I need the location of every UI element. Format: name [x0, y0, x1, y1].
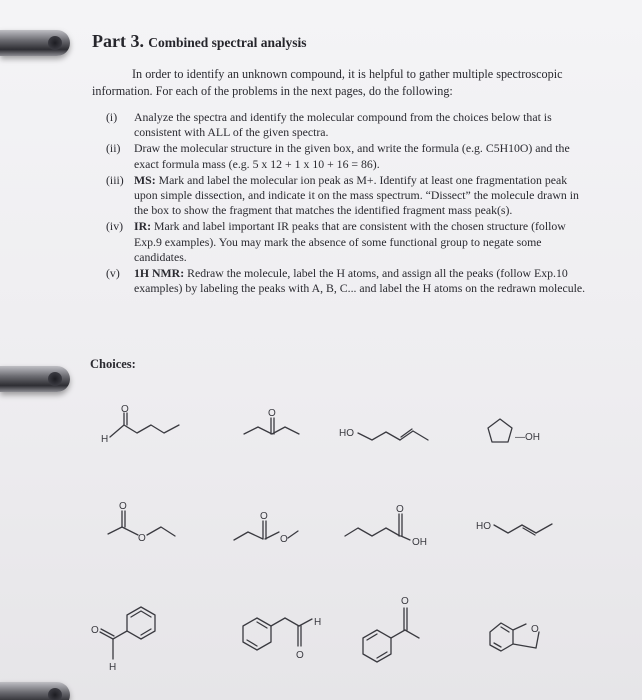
atom-label-o: O	[296, 650, 304, 661]
step-label: IR:	[134, 219, 152, 234]
atom-label-o: O	[121, 404, 129, 415]
atom-label-ho: HO	[476, 521, 491, 532]
step-text: Mark and label the molecular ion peak as M+. Identify at least one fragmentation peak upon simple dissection, and indicate it on the mass spectrum. “Dissect” the molecule drawn in the box to show the fragment that matches the identified fragment mass peak(s).	[134, 172, 579, 218]
atom-label-h: H	[109, 662, 117, 673]
choice-pentanal	[101, 404, 179, 445]
atom-label-oh: OH	[412, 537, 427, 548]
choice-phenyl-ketone	[363, 596, 419, 662]
atom-label-o: O	[280, 534, 288, 545]
atom-label-o: O	[401, 596, 409, 607]
atom-label-o: O	[138, 533, 146, 544]
atom-label-h: H	[101, 434, 109, 445]
choice-phenylacetaldehyde	[91, 607, 155, 673]
part-number: Part 3.	[92, 31, 144, 51]
choice-ketone	[244, 408, 299, 434]
step-number: (iv)	[106, 219, 124, 234]
choice-ester-a	[108, 501, 175, 544]
atom-label-o: O	[91, 625, 99, 636]
choice-cyclopentanol	[488, 419, 540, 443]
step-text: Redraw the molecule, label the H atoms, and assign all the peaks (follow Exp.10 examples) by labeling the peaks with A, B, C... and label the H atoms on the redrawn molecule.	[134, 266, 586, 296]
intro-text: In order to identify an unknown compound, it is helpful to gather multiple spectroscopic information. For each of the problems in the next pages, do the following:	[92, 67, 563, 98]
step-number: (ii)	[106, 141, 121, 156]
choice-acid	[345, 504, 427, 548]
step-text: Mark and label important IR peaks that are consistent with the chosen structure (follow Exp.9 examples). You may mark the absence of some functional group to negate some candidates.	[134, 219, 566, 264]
step-number: (v)	[106, 266, 120, 281]
choice-alkene-alcohol	[476, 521, 552, 535]
step-text: Draw the molecular structure in the given box, and write the formula (e.g. C5H10O) and the exact formula mass (e.g. 5 x 12 + 1 x 10 + 16 = 86).	[134, 141, 570, 171]
atom-label-o: O	[119, 501, 127, 512]
step-label: MS:	[134, 172, 156, 187]
step-label: 1H NMR:	[134, 266, 185, 281]
choice-benzofuranone	[490, 623, 539, 651]
step-number: (iii)	[106, 172, 124, 187]
atom-label-o: O	[260, 511, 268, 522]
choice-phenyl-aldehyde	[243, 617, 321, 661]
choice-allyl-alcohol	[339, 428, 428, 440]
choice-ester-b	[234, 511, 298, 545]
atom-label-ho: HO	[339, 428, 354, 439]
choices-heading: Choices:	[90, 357, 136, 371]
step-text: Analyze the spectra and identify the molecular compound from the choices below that is consistent with ALL of the given spectra.	[134, 110, 552, 140]
step-number: (i)	[106, 110, 118, 124]
atom-label-o: O	[396, 504, 404, 515]
atom-label-oh: —OH	[515, 432, 540, 443]
atom-label-h: H	[314, 617, 322, 628]
atom-label-o: O	[531, 624, 539, 635]
atom-label-o: O	[268, 408, 276, 419]
part-subtitle: Combined spectral analysis	[148, 35, 307, 50]
